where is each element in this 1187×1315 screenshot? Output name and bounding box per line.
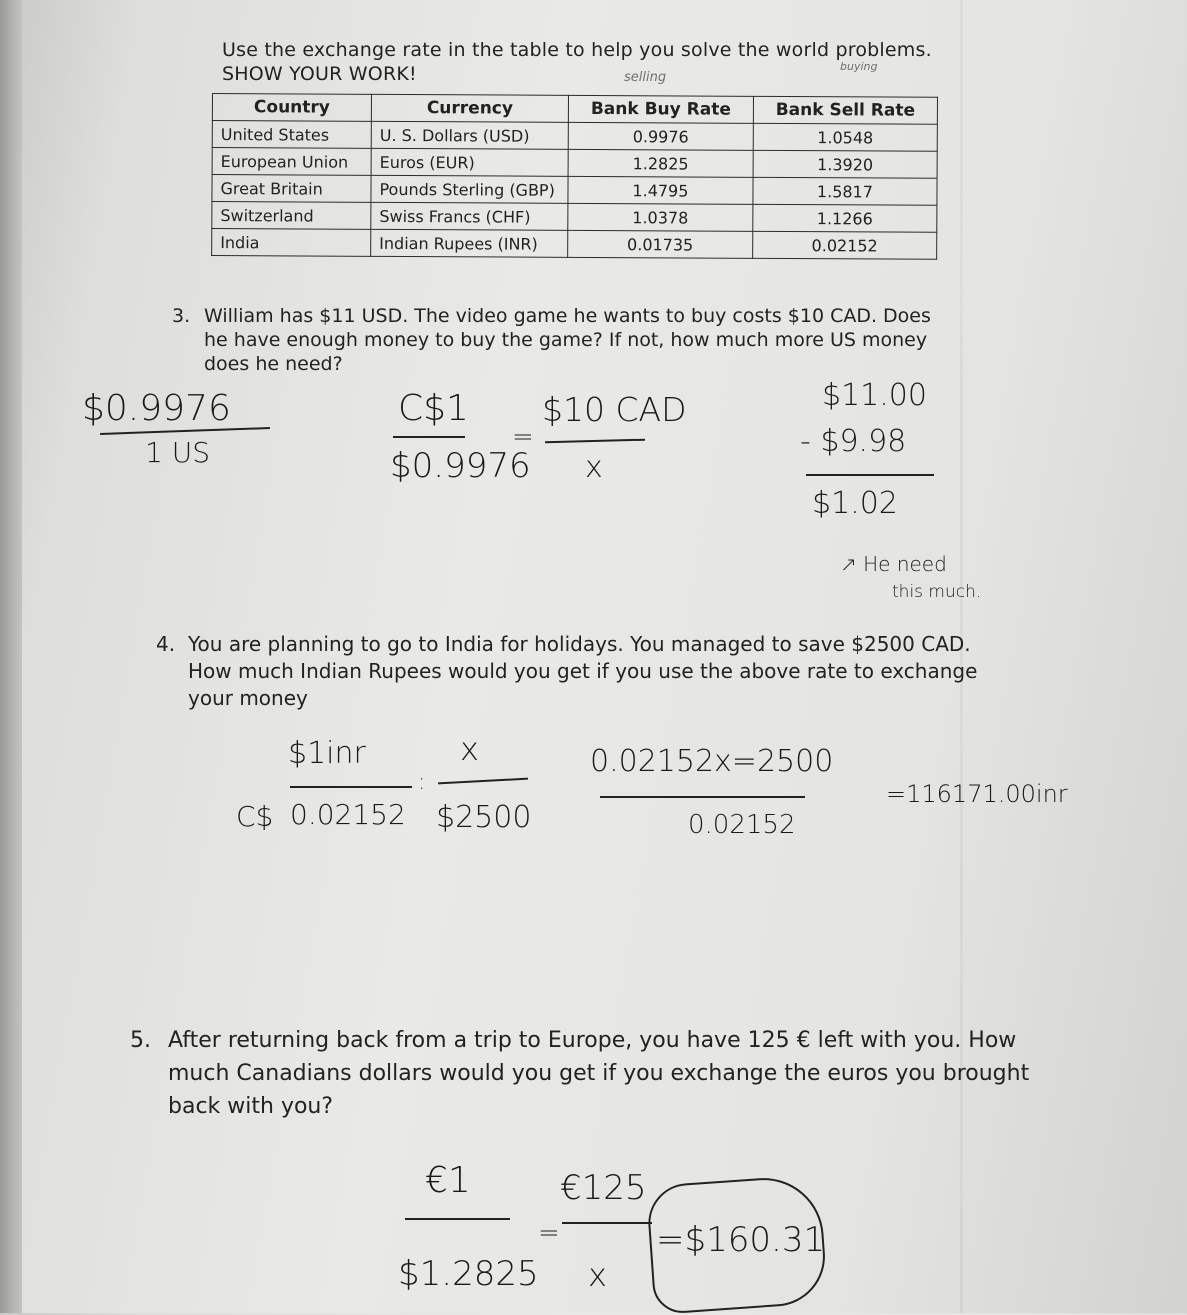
q4-work-rupee-numerator: $1inr [288, 736, 366, 771]
table-header-row [212, 94, 937, 125]
q3-subtraction-middle: - $9.98 [800, 424, 907, 459]
question-3-line2: he have enough money to buy the game? If not, how much more US money [204, 329, 928, 351]
cell-country: European Union [212, 148, 371, 176]
q5-work-equals: = [538, 1218, 560, 1248]
cell-sell-rate: 0.02152 [753, 231, 937, 259]
q3-work-cad-numerator: C$1 [398, 388, 469, 429]
question-3-line3: does he need? [204, 353, 343, 375]
cell-sell-rate: 1.1266 [753, 204, 937, 232]
cell-currency: Pounds Sterling (GBP) [371, 175, 568, 203]
cell-buy-rate: 0.01735 [568, 230, 753, 258]
question-4-line3: your money [188, 686, 308, 710]
instructions-line2: SHOW YOUR WORK! [222, 63, 417, 85]
question-4 [156, 631, 977, 712]
q4-work-result: =116171.00inr [886, 780, 1068, 808]
q3-subtraction-result: $1.02 [812, 486, 898, 521]
cell-currency: Swiss Francs (CHF) [371, 202, 568, 230]
pencil-note-buying: buying [840, 60, 878, 73]
q4-work-equals: : [418, 770, 426, 795]
q5-work-amount-numerator: €125 [560, 1168, 647, 1208]
question-5-line1: After returning back from a trip to Europe, you have 125 € left with you. How [168, 1028, 1017, 1053]
question-3-number: 3. [172, 305, 191, 327]
cell-currency: U. S. Dollars (USD) [371, 121, 568, 149]
q3-work-equals: = [512, 422, 534, 452]
cell-buy-rate: 1.0378 [568, 203, 753, 231]
table-row [212, 148, 937, 179]
q4-work-unknown-numerator: x [460, 730, 479, 768]
table-row [212, 175, 937, 206]
q4-work-cad-prefix: C$ [236, 800, 274, 833]
q3-fraction-bar-3 [545, 439, 645, 444]
q3-work-target-numerator: $10 CAD [542, 390, 687, 429]
cell-buy-rate: 0.9976 [568, 122, 753, 150]
q3-note-line1: ↗ He need [840, 552, 947, 576]
q5-work-result: =$160.31 [656, 1220, 826, 1260]
q3-note-line2: this much. [892, 582, 982, 602]
q4-fraction-bar-2 [438, 778, 528, 785]
question-3-line1: William has $11 USD. The video game he wants to buy costs $10 CAD. Does [204, 305, 931, 327]
table-row [212, 229, 937, 260]
q3-work-rate-denominator: 1 US [145, 436, 210, 469]
cell-country: Switzerland [212, 202, 371, 230]
q5-work-euro-numerator: €1 [425, 1160, 471, 1201]
q3-work-cad-denominator: $0.9976 [390, 446, 531, 486]
header-country: Country [212, 94, 371, 122]
cell-sell-rate: 1.5817 [753, 177, 937, 205]
question-4-number: 4. [156, 632, 176, 656]
question-4-line2: How much Indian Rupees would you get if you use the above rate to exchange [188, 659, 978, 683]
table-row [212, 121, 937, 152]
cell-country: United States [212, 121, 371, 149]
paper-edge-shadow [0, 0, 22, 1313]
instructions [222, 38, 932, 86]
q3-fraction-bar-2 [393, 436, 465, 438]
table-row [212, 202, 937, 233]
pencil-note-selling: selling [624, 70, 667, 85]
q4-work-divisor: 0.02152 [688, 810, 796, 840]
question-5-line3: back with you? [168, 1094, 334, 1119]
q5-fraction-bar-2 [562, 1222, 652, 1224]
cell-country: India [212, 229, 371, 257]
cell-buy-rate: 1.2825 [568, 149, 753, 177]
q3-work-rate-numerator: $0.9976 [82, 388, 231, 429]
cell-currency: Indian Rupees (INR) [371, 229, 568, 257]
cell-sell-rate: 1.0548 [753, 123, 937, 151]
q5-fraction-bar-1 [405, 1218, 510, 1220]
question-5 [130, 1024, 1029, 1123]
q3-work-target-denominator: x [585, 450, 603, 485]
instructions-line1: Use the exchange rate in the table to help you solve the world problems. [222, 39, 932, 61]
q4-work-savings-denominator: $2500 [436, 800, 532, 835]
q4-work-rate-denominator: 0.02152 [290, 798, 406, 831]
header-buy-rate: Bank Buy Rate [568, 95, 753, 123]
q3-subtraction-top: $11.00 [822, 378, 927, 413]
question-4-line1: You are planning to go to India for holidays. You managed to save $2500 CAD. [188, 632, 971, 656]
cell-sell-rate: 1.3920 [753, 150, 937, 178]
header-currency: Currency [371, 94, 568, 122]
cell-buy-rate: 1.4795 [568, 176, 753, 204]
cell-country: Great Britain [212, 175, 371, 203]
question-5-number: 5. [130, 1028, 151, 1053]
q4-fraction-bar-3 [600, 796, 805, 798]
question-3 [172, 304, 931, 376]
q4-fraction-bar-1 [290, 786, 412, 788]
q5-work-unknown-denominator: x [588, 1256, 607, 1294]
cell-currency: Euros (EUR) [371, 148, 568, 176]
q5-work-rate-denominator: $1.2825 [398, 1254, 539, 1294]
question-5-line2: much Canadians dollars would you get if you exchange the euros you brought [168, 1061, 1030, 1086]
exchange-rate-table [211, 93, 938, 260]
header-sell-rate: Bank Sell Rate [753, 96, 937, 124]
q3-subtraction-bar [806, 474, 934, 476]
q4-work-equation: 0.02152x=2500 [590, 744, 834, 779]
